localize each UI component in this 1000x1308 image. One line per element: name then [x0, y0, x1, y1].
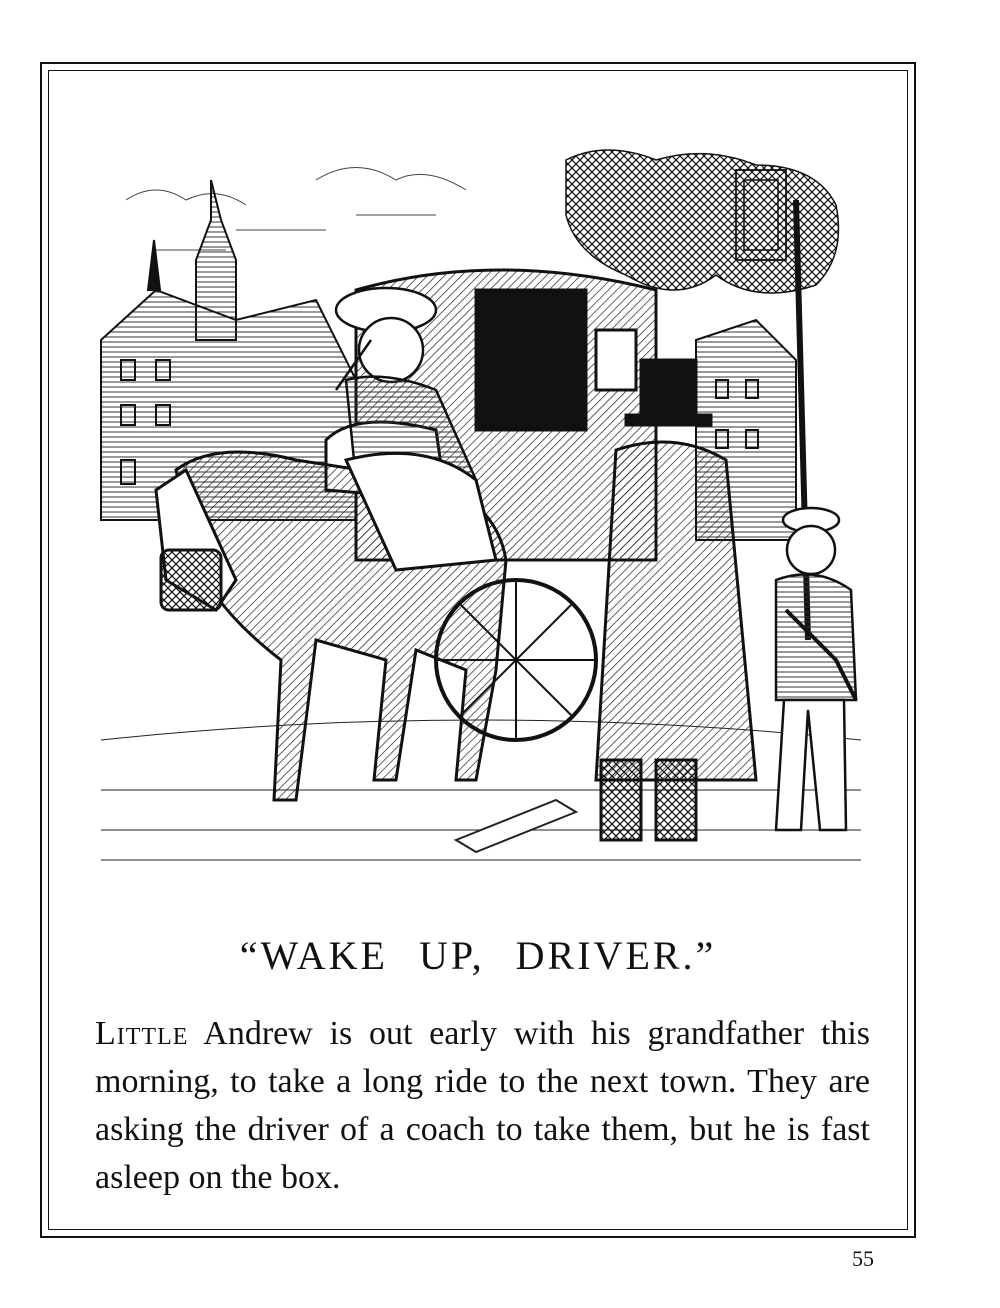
story-paragraph — [95, 1010, 870, 1202]
page-number: 55 — [852, 1246, 874, 1271]
paragraph-text: Andrew is out early with his grandfather this morning, to take a long ride to the next town. They are asking the driver of a coach to take them, but he is fast asleep on the box. — [95, 1015, 870, 1196]
engraving-illustration — [96, 140, 866, 880]
horse — [156, 452, 506, 800]
lead-word: Little — [95, 1015, 189, 1052]
illustration-caption: “WAKE UP, DRIVER.” — [239, 933, 717, 978]
little-andrew — [776, 508, 856, 830]
